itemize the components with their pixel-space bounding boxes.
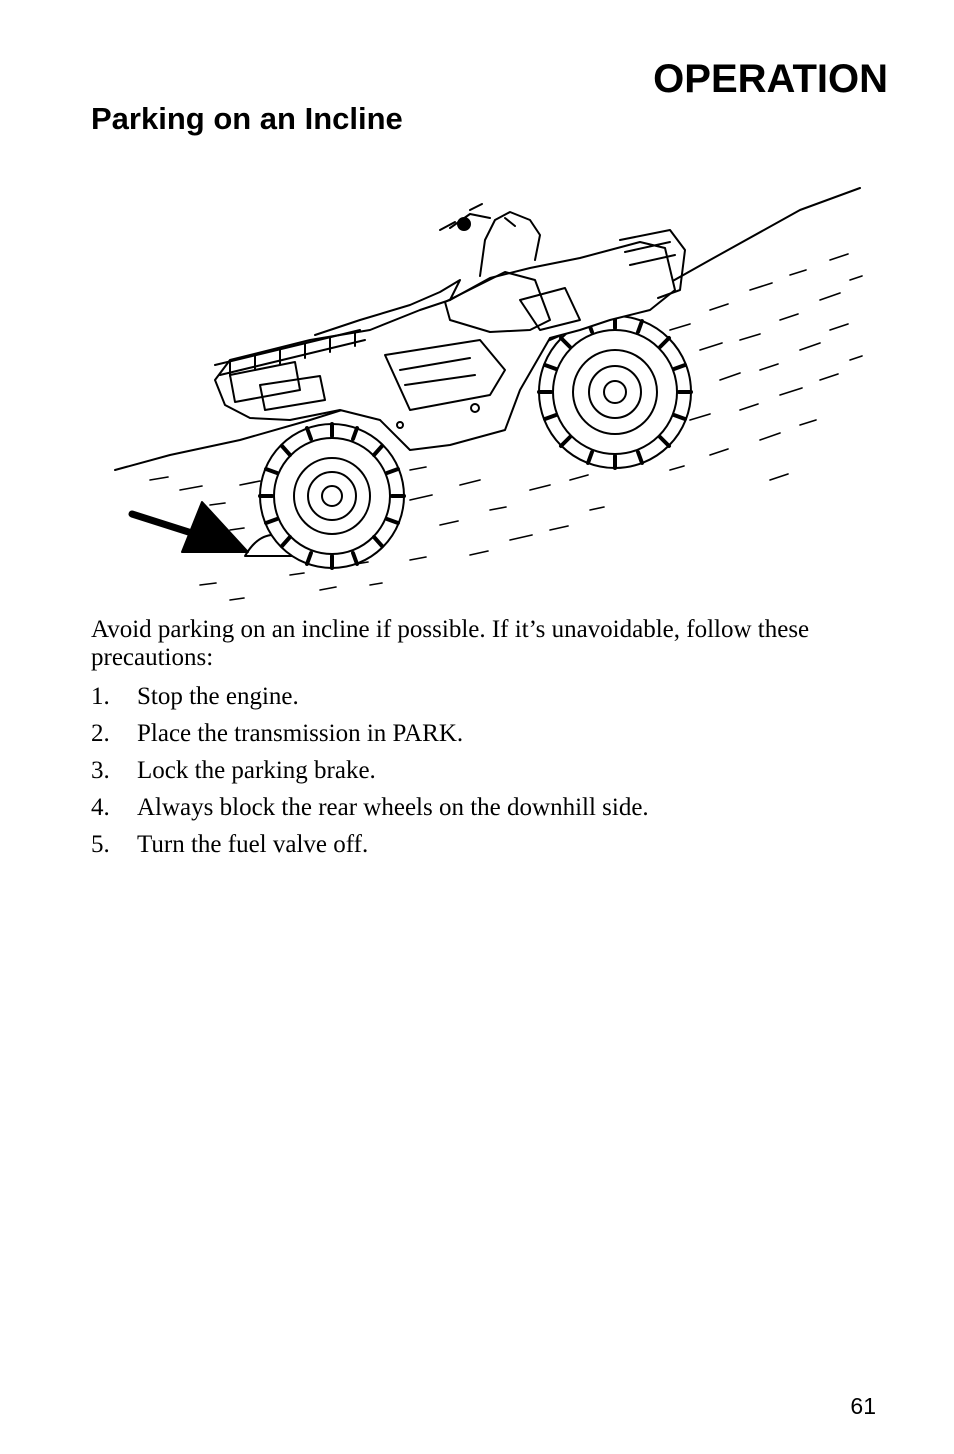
handlebars [440,204,540,276]
step-text: Stop the engine. [137,683,299,710]
page-number: 61 [850,1393,876,1419]
page-title: Parking on an Incline [91,101,403,136]
intro-paragraph: Avoid parking on an incline if possible. If it’s unavoidable, follow these precautions: [91,616,810,671]
step-number: 5. [91,831,110,858]
atv-incline-illustration [110,180,870,610]
step-number: 1. [91,683,110,710]
step-number: 4. [91,794,110,821]
list-item [91,756,649,793]
step-number: 3. [91,757,110,784]
section-header: OPERATION [653,57,888,101]
list-item [91,793,649,830]
list-item [91,719,649,756]
list-item [91,682,649,719]
front-wheel [539,316,691,468]
list-item [91,830,649,867]
step-text: Lock the parking brake. [137,757,376,784]
rear-wheel [260,424,404,568]
precaution-steps [91,682,649,867]
step-text: Place the transmission in PARK. [137,720,464,747]
step-text: Turn the fuel valve off. [137,831,369,858]
arrow-icon [132,502,248,552]
step-number: 2. [91,720,110,747]
step-text: Always block the rear wheels on the downhill side. [137,794,649,821]
